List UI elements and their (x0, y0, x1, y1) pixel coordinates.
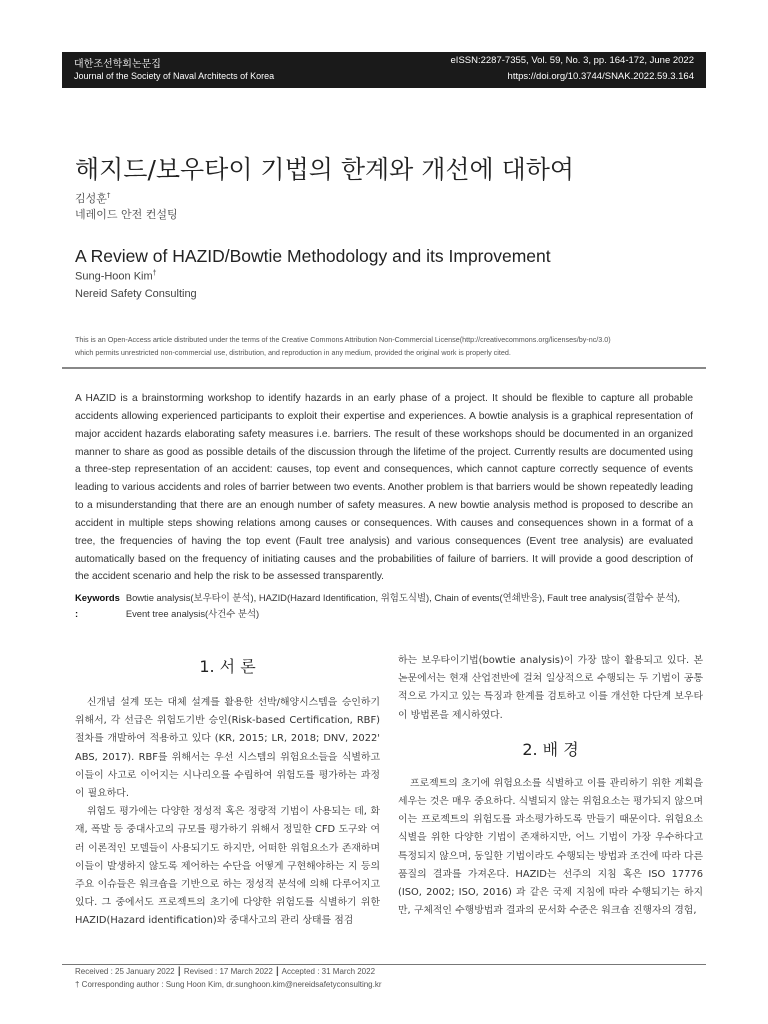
citation-info: eISSN:2287-7355, Vol. 59, No. 3, pp. 164-172, June 2022 (450, 55, 694, 66)
divider (62, 964, 706, 965)
corresponding-author: † Corresponding author : Sung Hoon Kim, dr.sunghoon.kim@nereidsafetyconsulting.kr (75, 980, 382, 989)
journal-name-korean: 대한조선학회논문집 (74, 59, 161, 70)
section-heading: 1. 서 론 (199, 657, 256, 676)
paragraph: 하는 보우타이기법(bowtie analysis)이 가장 많이 활용되고 있다. 본 논문에서는 현재 산업전반에 걸쳐 일상적으로 수행되는 두 기법이 공통적으로 가지고 있는 특징과 한계를 검토하고 이를 개선한 다단계 보우타이 방법론을 제시하였다. (398, 655, 703, 721)
author-korean-name: 김성훈 (75, 192, 107, 205)
author-english-name: Sung-Hoon Kim (75, 270, 153, 283)
affiliation-english: Nereid Safety Consulting (75, 288, 197, 300)
journal-header-bar (62, 52, 706, 88)
author-korean (75, 190, 110, 206)
dagger-mark: † (152, 270, 157, 277)
keywords (75, 590, 700, 622)
divider (62, 367, 706, 369)
license-line: This is an Open-Access article distributed under the terms of the Creative Commons Attribution Non-Commercial License(http://creativecommons.org/licenses/by-nc/3.0) (75, 335, 611, 344)
license-notice (75, 333, 700, 359)
title-korean: 해지드/보우타이 기법의 한계와 개선에 대하여 (75, 155, 575, 184)
keywords-label: Keywords : (75, 592, 120, 619)
body-column-right (398, 652, 703, 920)
article-dates: Received : 25 January 2022 ┃ Revised : 17 March 2022 ┃ Accepted : 31 March 2022 (75, 967, 376, 976)
title-english: A Review of HAZID/Bowtie Methodology and its Improvement (75, 246, 551, 266)
body-column-left (75, 652, 380, 931)
paragraph: 프로젝트의 초기에 위험요소를 식별하고 이를 관리하기 위한 계획을 세우는 것은 매우 중요하다. 식별되지 않는 위험요소는 평가되지 않으며 이는 프로젝트의 위험도를 과소평가하도록 만들기 때문이다. 위험요소 식별을 위한 다양한 기법이 존재하지만, 어느 기법이 가장 우수하다고 특정되지 않으며, 동일한 기법이라도 수행되는 방법과 조건에 따라 다른 품질의 결과를 가져온다. HAZID는 선주의 지침 혹은 ISO 17776 (ISO, 2002; ISO, 2016) 과 같은 국제 지침에 따라 수행되기는 하지만, 구체적인 수행방법과 결과의 문서화 수준은 워크숍 진행자의 경험, (398, 777, 703, 917)
section-heading: 2. 배 경 (522, 739, 579, 759)
paragraph: 신개념 설계 또는 대체 설계를 활용한 선박/해양시스템을 승인하기 위해서, 각 선급은 위험도기반 승인(Risk-based Certification, RBF) 절차를 개발하여 적용하고 있다 (KR, 2015; LR, 2018; DNV, 2022' ABS, 2017). RBF를 위해서는 우선 시스템의 위험요소들을 식별하고 이들이 사고로 이어지는 시나리오를 수립하여 위험도를 평가하는 과정이 필요하다. (75, 697, 380, 800)
abstract: A HAZID is a brainstorming workshop to identify hazards in an early phase of a project. It should be flexible to capture all probable accidents allowing experienced participants to exploit their expertise and experiences. A bowtie analysis is a graphical representation of major accident hazards elaborating safety measures i.e. barriers. The result of these workshops should be documented in an organized manner to share as good as possible details of the discussion through the lifetime of the project. Currently results are documented using a three-step representation of an accident: causes, top event and consequences, which cannot capture correctly sequence of events leading to various accidents and roles of barrier between two events. Another problem is that barriers would be shown repeatedly leading to a misunderstanding that there are an enough number of safety measures. A new bowtie analysis method is proposed to describe an accident in multiple steps showing relations among causes or consequences. With causes and consequences shown in a format of a tree, the frequencies of having the top event (Fault tree analysis) and various consequences (Event tree analysis) are evaluated automatically based on the frequency of initiating causes and the probabilities of failure of barriers. It will provide a good description of the accident scenario and help the risk to be assessed transparently. (75, 393, 693, 583)
affiliation-korean: 네레이드 안전 컨설팅 (75, 208, 178, 221)
keywords-text: Bowtie analysis(보우타이 분석), HAZID(Hazard Identification, 위험도식별), Chain of events(연쇄반응), Fault tree analysis(결함수 분석), Event tree analysis(사건수 분석) (125, 592, 680, 619)
dagger-mark: † (106, 191, 111, 200)
license-line: which permits unrestricted non-commercial use, distribution, and reproduction in any medium, provided the original work is properly cited. (75, 348, 511, 357)
paragraph: 위험도 평가에는 다양한 정성적 혹은 정량적 기법이 사용되는 데, 화재, 폭발 등 중대사고의 규모를 평가하기 위해서 정밀한 CFD 도구와 여러 이론적인 모델들이 사용되기도 하지만, 어떠한 위험요소가 존재하며 이들이 발생하지 않도록 제어하는 수단을 어떻게 구현해야하는 지 등의 주요 이슈들은 워크숍을 기반으로 하는 정성적 분석에 의해 다루어지고 있다. 그 중에서도 프로젝트의 초기에 다양한 위험도를 식별하기 위한 HAZID(Hazard identification)와 중대사고의 관리 상태를 점검 (75, 806, 380, 927)
journal-name-english: Journal of the Society of Naval Architects of Korea (74, 71, 275, 81)
doi-link[interactable]: https://doi.org/10.3744/SNAK.2022.59.3.164 (507, 71, 694, 82)
author-english (75, 270, 157, 283)
